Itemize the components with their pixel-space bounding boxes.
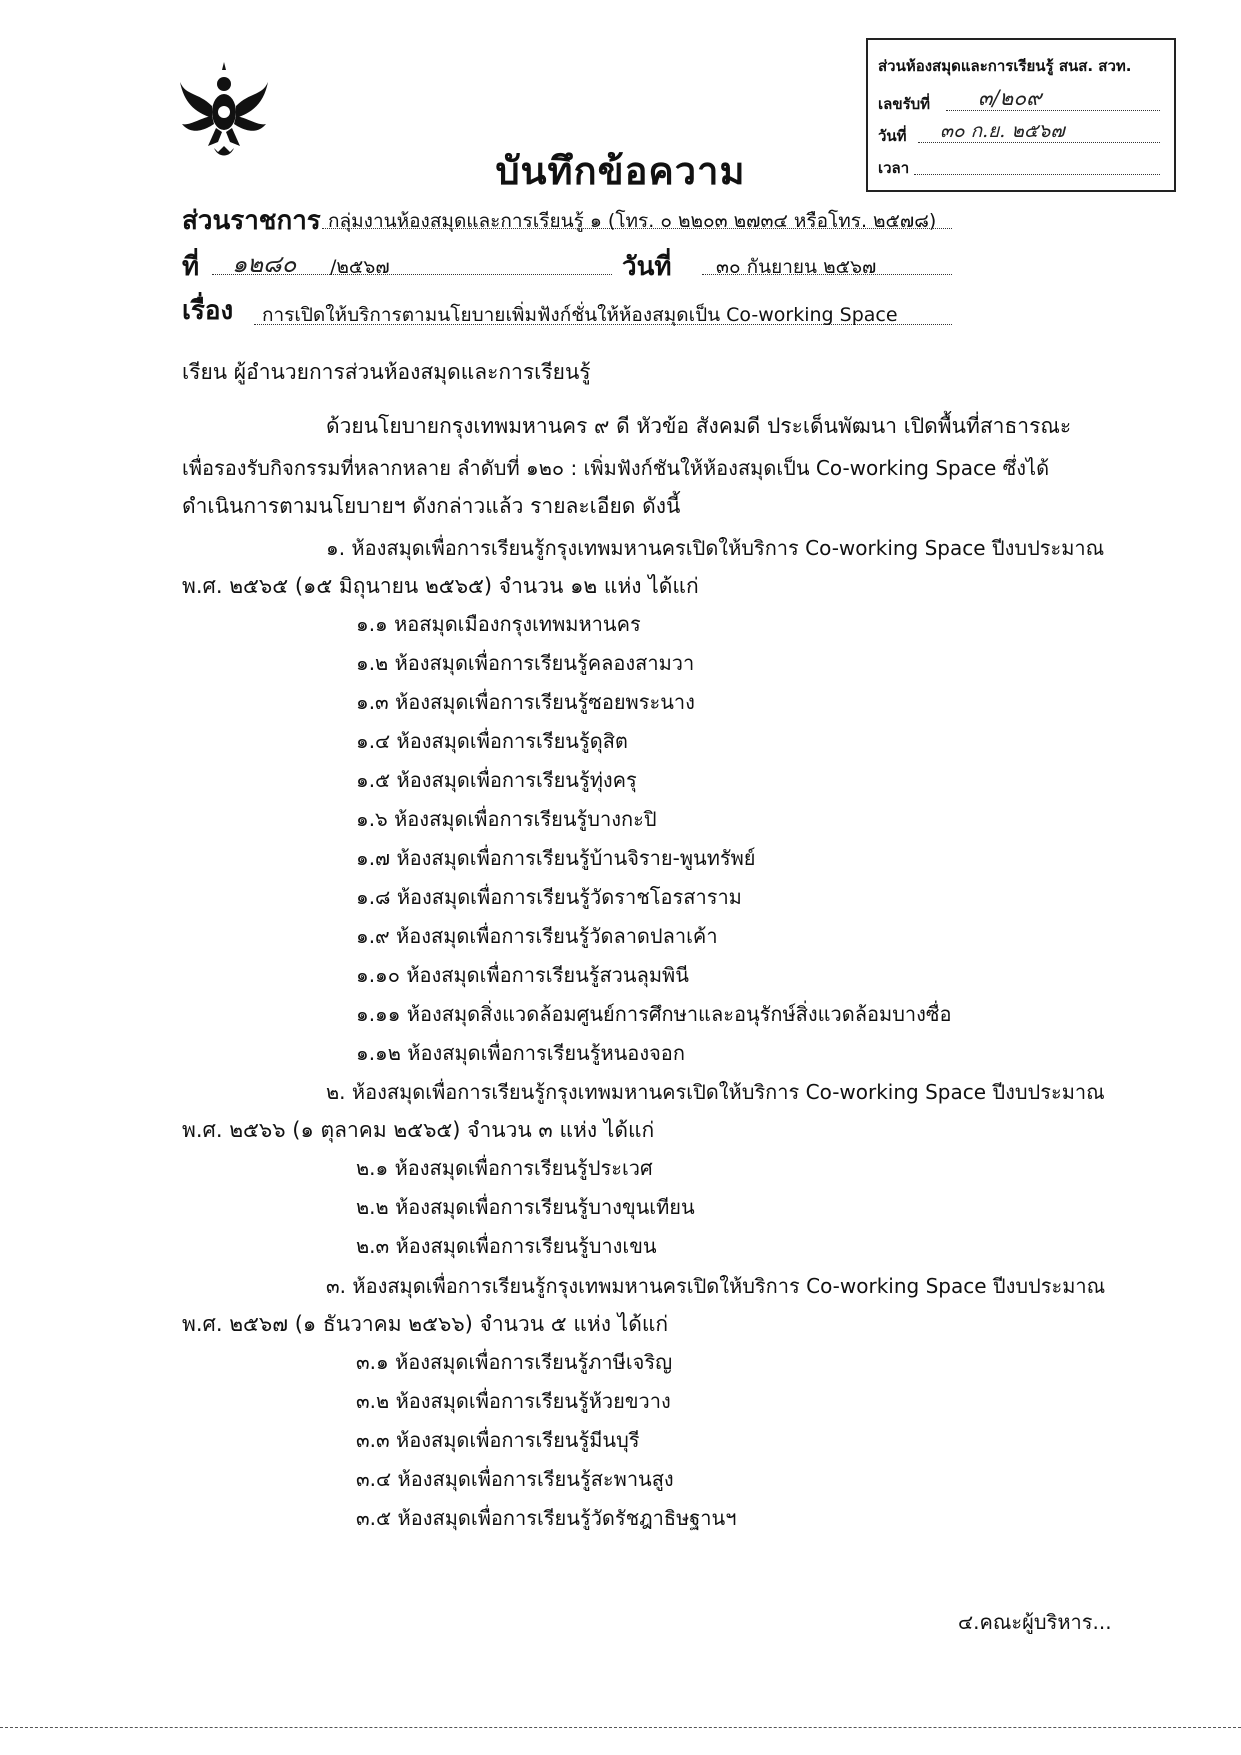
list-item: ๑.๘ ห้องสมุดเพื่อการเรียนรู้วัดราชโอรสาราม xyxy=(356,885,742,909)
list-item: ๓.๔ ห้องสมุดเพื่อการเรียนรู้สะพานสูง xyxy=(356,1467,674,1491)
list-item: ๑.๕ ห้องสมุดเพื่อการเรียนรู้ทุ่งครุ xyxy=(356,768,637,792)
stamp-date: ๓๐ ก.ย. ๒๕๖๗ xyxy=(940,120,1065,142)
list-item: ๒.๒ ห้องสมุดเพื่อการเรียนรู้บางขุนเทียน xyxy=(356,1195,695,1219)
list-item: ๑.๓ ห้องสมุดเพื่อการเรียนรู้ซอยพระนาง xyxy=(356,690,695,714)
list-item: ๑.๑๒ ห้องสมุดเพื่อการเรียนรู้หนองจอก xyxy=(356,1041,685,1065)
stamp-office: ส่วนห้องสมุดและการเรียนรู้ สนส. สวท. xyxy=(878,57,1132,75)
list-item: ๓.๕ ห้องสมุดเพื่อการเรียนรู้วัดรัชฎาธิษฐานฯ xyxy=(356,1506,737,1530)
stamp-date-label: วันที่ xyxy=(878,127,907,145)
date-label: วันที่ xyxy=(622,252,672,282)
intro-line: ด้วยนโยบายกรุงเทพมหานคร ๙ ดี หัวข้อ สังคมดี ประเด็นพัฒนา เปิดพื้นที่สาธารณะ xyxy=(326,414,1072,438)
stamp-received-no: ๓/๒๐๙ xyxy=(978,86,1042,110)
list-item: ๒.๓ ห้องสมุดเพื่อการเรียนรู้บางเขน xyxy=(356,1234,657,1258)
agency-value: กลุ่มงานห้องสมุดและการเรียนรู้ ๑ (โทร. ๐ ๒๒๐๓ ๒๗๓๔ หรือโทร. ๒๕๗๘) xyxy=(328,210,937,232)
list-item: ๓.๑ ห้องสมุดเพื่อการเรียนรู้ภาษีเจริญ xyxy=(356,1350,673,1374)
continuation-note: ๔.คณะผู้บริหาร... xyxy=(958,1610,1112,1634)
agency-label: ส่วนราชการ xyxy=(182,206,321,236)
intro-line: ดำเนินการตามนโยบายฯ ดังกล่าวแล้ว รายละเอียด ดังนี้ xyxy=(182,494,681,518)
date-value: ๓๐ กันยายน ๒๕๖๗ xyxy=(716,256,877,278)
section-heading: ๑. ห้องสมุดเพื่อการเรียนรู้กรุงเทพมหานครเปิดให้บริการ Co-working Space ปีงบประมาณ xyxy=(326,536,1105,560)
list-item: ๑.๖ ห้องสมุดเพื่อการเรียนรู้บางกะปิ xyxy=(356,807,657,831)
salutation: เรียน ผู้อำนวยการส่วนห้องสมุดและการเรียนรู้ xyxy=(182,360,591,384)
subject-value: การเปิดให้บริการตามนโยบายเพิ่มฟังก์ชั่นให้ห้องสมุดเป็น Co-working Space xyxy=(262,304,898,326)
list-item: ๑.๙ ห้องสมุดเพื่อการเรียนรู้วัดลาดปลาเค้า xyxy=(356,924,718,948)
list-item: ๓.๒ ห้องสมุดเพื่อการเรียนรู้ห้วยขวาง xyxy=(356,1389,671,1413)
ref-number: ๑๒๘๐ xyxy=(232,250,297,278)
document-title: บันทึกข้อความ xyxy=(495,149,746,193)
ref-year: /๒๕๖๗ xyxy=(330,256,390,278)
list-item: ๒.๑ ห้องสมุดเพื่อการเรียนรู้ประเวศ xyxy=(356,1156,653,1180)
list-item: ๑.๑ หอสมุดเมืองกรุงเทพมหานคร xyxy=(356,612,641,636)
section-heading: พ.ศ. ๒๕๖๕ (๑๕ มิถุนายน ๒๕๖๕) จำนวน ๑๒ แห่ง ได้แก่ xyxy=(182,574,699,598)
subject-label: เรื่อง xyxy=(182,296,234,326)
intro-line: เพื่อรองรับกิจกรรมที่หลากหลาย ลำดับที่ ๑๒๐ : เพิ่มฟังก์ชันให้ห้องสมุดเป็น Co-working Space ซึ่งได้ xyxy=(182,456,1050,480)
stamp-received-no-label: เลขรับที่ xyxy=(878,95,931,113)
ref-label: ที่ xyxy=(182,252,200,282)
list-item: ๑.๗ ห้องสมุดเพื่อการเรียนรู้บ้านจิราย-พูนทรัพย์ xyxy=(356,846,756,870)
section-heading: ๒. ห้องสมุดเพื่อการเรียนรู้กรุงเทพมหานครเปิดให้บริการ Co-working Space ปีงบประมาณ xyxy=(326,1080,1105,1104)
list-item: ๑.๑๑ ห้องสมุดสิ่งแวดล้อมศูนย์การศึกษาและอนุรักษ์สิ่งแวดล้อมบางซื่อ xyxy=(356,1002,952,1026)
list-item: ๑.๔ ห้องสมุดเพื่อการเรียนรู้ดุสิต xyxy=(356,729,628,753)
list-item: ๑.๒ ห้องสมุดเพื่อการเรียนรู้คลองสามวา xyxy=(356,651,695,675)
stamp-time-label: เวลา xyxy=(878,159,910,177)
section-heading: พ.ศ. ๒๕๖๗ (๑ ธันวาคม ๒๕๖๖) จำนวน ๕ แห่ง ได้แก่ xyxy=(182,1312,669,1336)
list-item: ๓.๓ ห้องสมุดเพื่อการเรียนรู้มีนบุรี xyxy=(356,1428,640,1452)
section-heading: ๓. ห้องสมุดเพื่อการเรียนรู้กรุงเทพมหานครเปิดให้บริการ Co-working Space ปีงบประมาณ xyxy=(326,1274,1106,1298)
section-heading: พ.ศ. ๒๕๖๖ (๑ ตุลาคม ๒๕๖๕) จำนวน ๓ แห่ง ได้แก่ xyxy=(182,1118,655,1142)
list-item: ๑.๑๐ ห้องสมุดเพื่อการเรียนรู้สวนลุมพินี xyxy=(356,963,689,987)
page-bottom-edge xyxy=(0,1727,1241,1728)
